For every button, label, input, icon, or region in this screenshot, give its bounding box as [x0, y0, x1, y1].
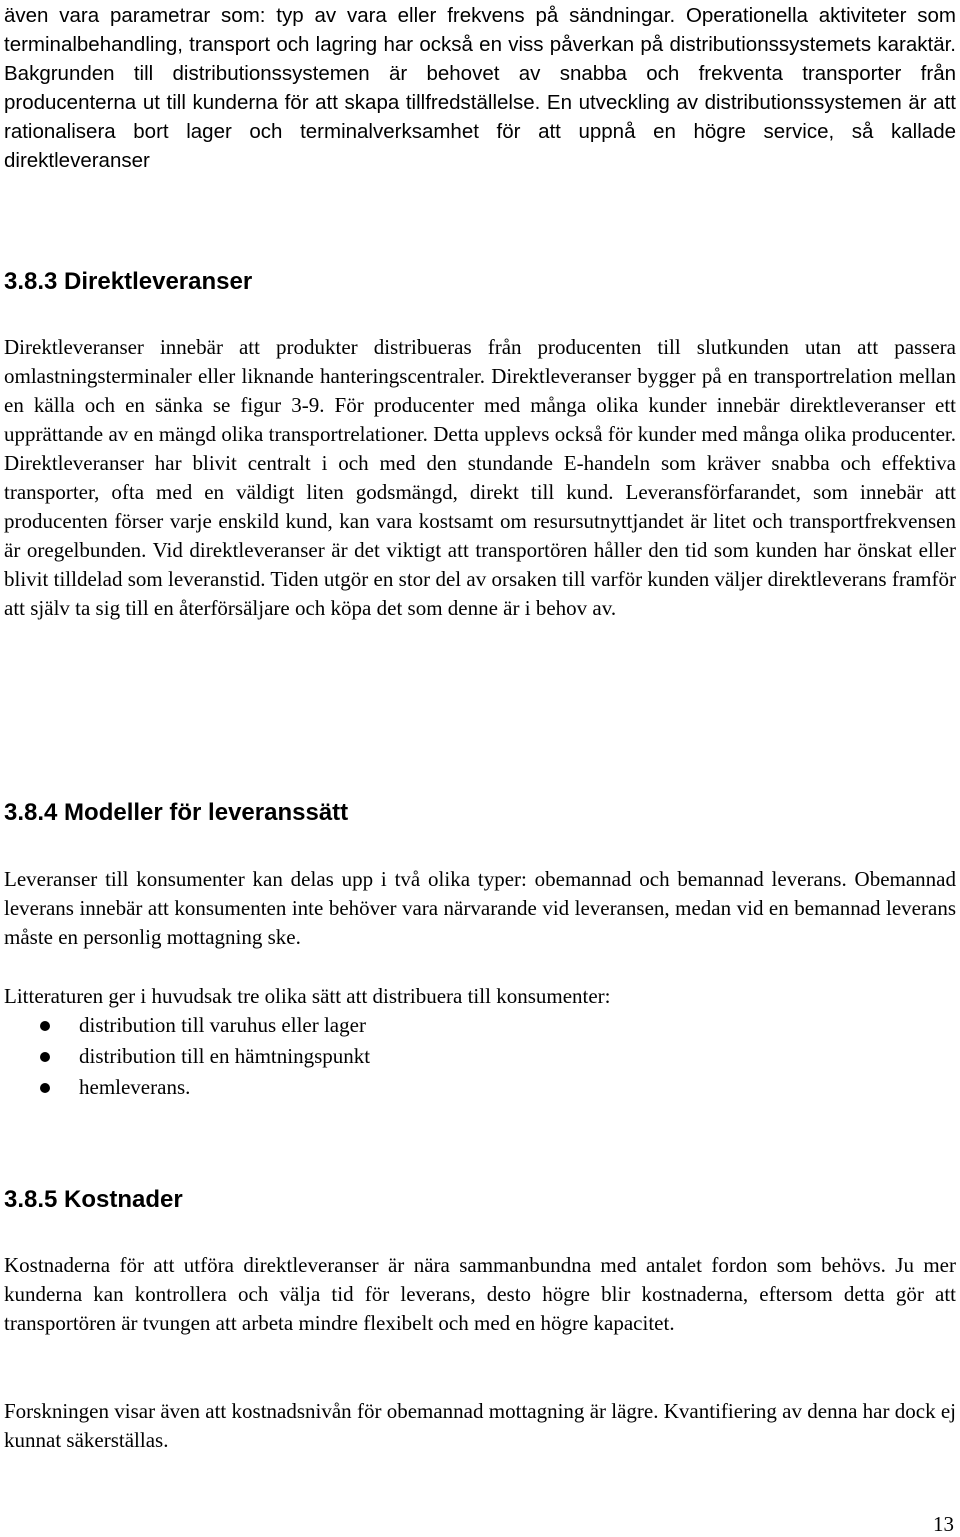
list-item-text: hemleverans.: [79, 1075, 191, 1099]
section-heading-3-8-4: 3.8.4 Modeller för leveranssätt: [4, 799, 349, 826]
bullet-icon: [40, 1021, 50, 1031]
distribution-list: [4, 1010, 904, 1103]
forskning-paragraph: Forskningen visar även att kostnadsnivån för obemannad mottagning är lägre. Kvantifiering av denna har dock ej kunnat säkerställas.: [4, 1399, 956, 1452]
list-item-text: distribution till en hämtningspunkt: [79, 1044, 371, 1068]
page-number: 13: [933, 1512, 954, 1536]
direktleveranser-paragraph: Direktleveranser innebär att produkter distribueras från producenten till slutkunden utan att passera omlastningsterminaler eller liknande hanteringscentraler. Direktleveranser bygger på en transportrelation mellan en källa och en sänka se figur 3-9. För producenter med många olika kunder innebär direktleveranser ett upprättande av en mängd olika transportrelationer. Detta upplevs också för kunder med många olika producenter. Direktleveranser har blivit centralt i och med den stundande E-handeln som kräver snabba och effektiva transporter, ofta med en väldigt liten godsmängd, direkt till kund. Leveransförfarandet, som innebär att producenten förser varje enskild kund, kan vara kostsamt om resursutnyttjandet är litet och transportfrekvensen är oregelbunden. Vid direktleveranser är det viktigt att transportören håller den tid som kunden har önskat eller blivit tilldelad som leveranstid. Tiden utgör en stor del av orsaken till varför kunden väljer direktleverans framför att själv ta sig till en återförsäljare och köpa det som denne är i behov av.: [4, 335, 956, 620]
kostnader-paragraph: Kostnaderna för att utföra direktleveranser är nära sammanbundna med antalet fordon som behövs. Ju mer kunderna kan kontrollera och välja tid för leverans, desto högre blir kostnaderna, eftersom detta gör att transportören är tvungen att arbeta mindre flexibelt och med en högre kapacitet.: [4, 1253, 956, 1335]
section-heading-3-8-3: 3.8.3 Direktleveranser: [4, 268, 253, 295]
list-item: [4, 1041, 904, 1072]
leveranssatt-paragraph: Leveranser till konsumenter kan delas upp i två olika typer: obemannad och bemannad leverans. Obemannad leverans innebär att konsumenten inte behöver vara närvarande vid leveransen, medan vid en bemannad leverans måste en personlig mottagning ske.: [4, 867, 956, 949]
intro-paragraph: även vara parametrar som: typ av vara eller frekvens på sändningar. Operationella aktiviteter som terminalbehandling, transport och lagring har också en viss påverkan på distributionssystemets karaktär. Bakgrunden till distributionssystemen är behovet av snabba och frekventa transporter från producenterna ut till kunderna för att skapa tillfredställelse. En utveckling av distributionssystemen är att rationalisera bort lager och terminalverksamhet för att uppnå en högre service, så kallade direktleveranser: [4, 4, 956, 172]
bullet-icon: [40, 1052, 50, 1062]
litteratur-paragraph: Litteraturen ger i huvudsak tre olika sätt att distribuera till konsumenter:: [4, 984, 611, 1008]
list-item-text: distribution till varuhus eller lager: [79, 1013, 366, 1037]
bullet-icon: [40, 1083, 50, 1093]
section-heading-3-8-5: 3.8.5 Kostnader: [4, 1186, 183, 1213]
list-item: [4, 1010, 904, 1041]
list-item: [4, 1072, 904, 1103]
